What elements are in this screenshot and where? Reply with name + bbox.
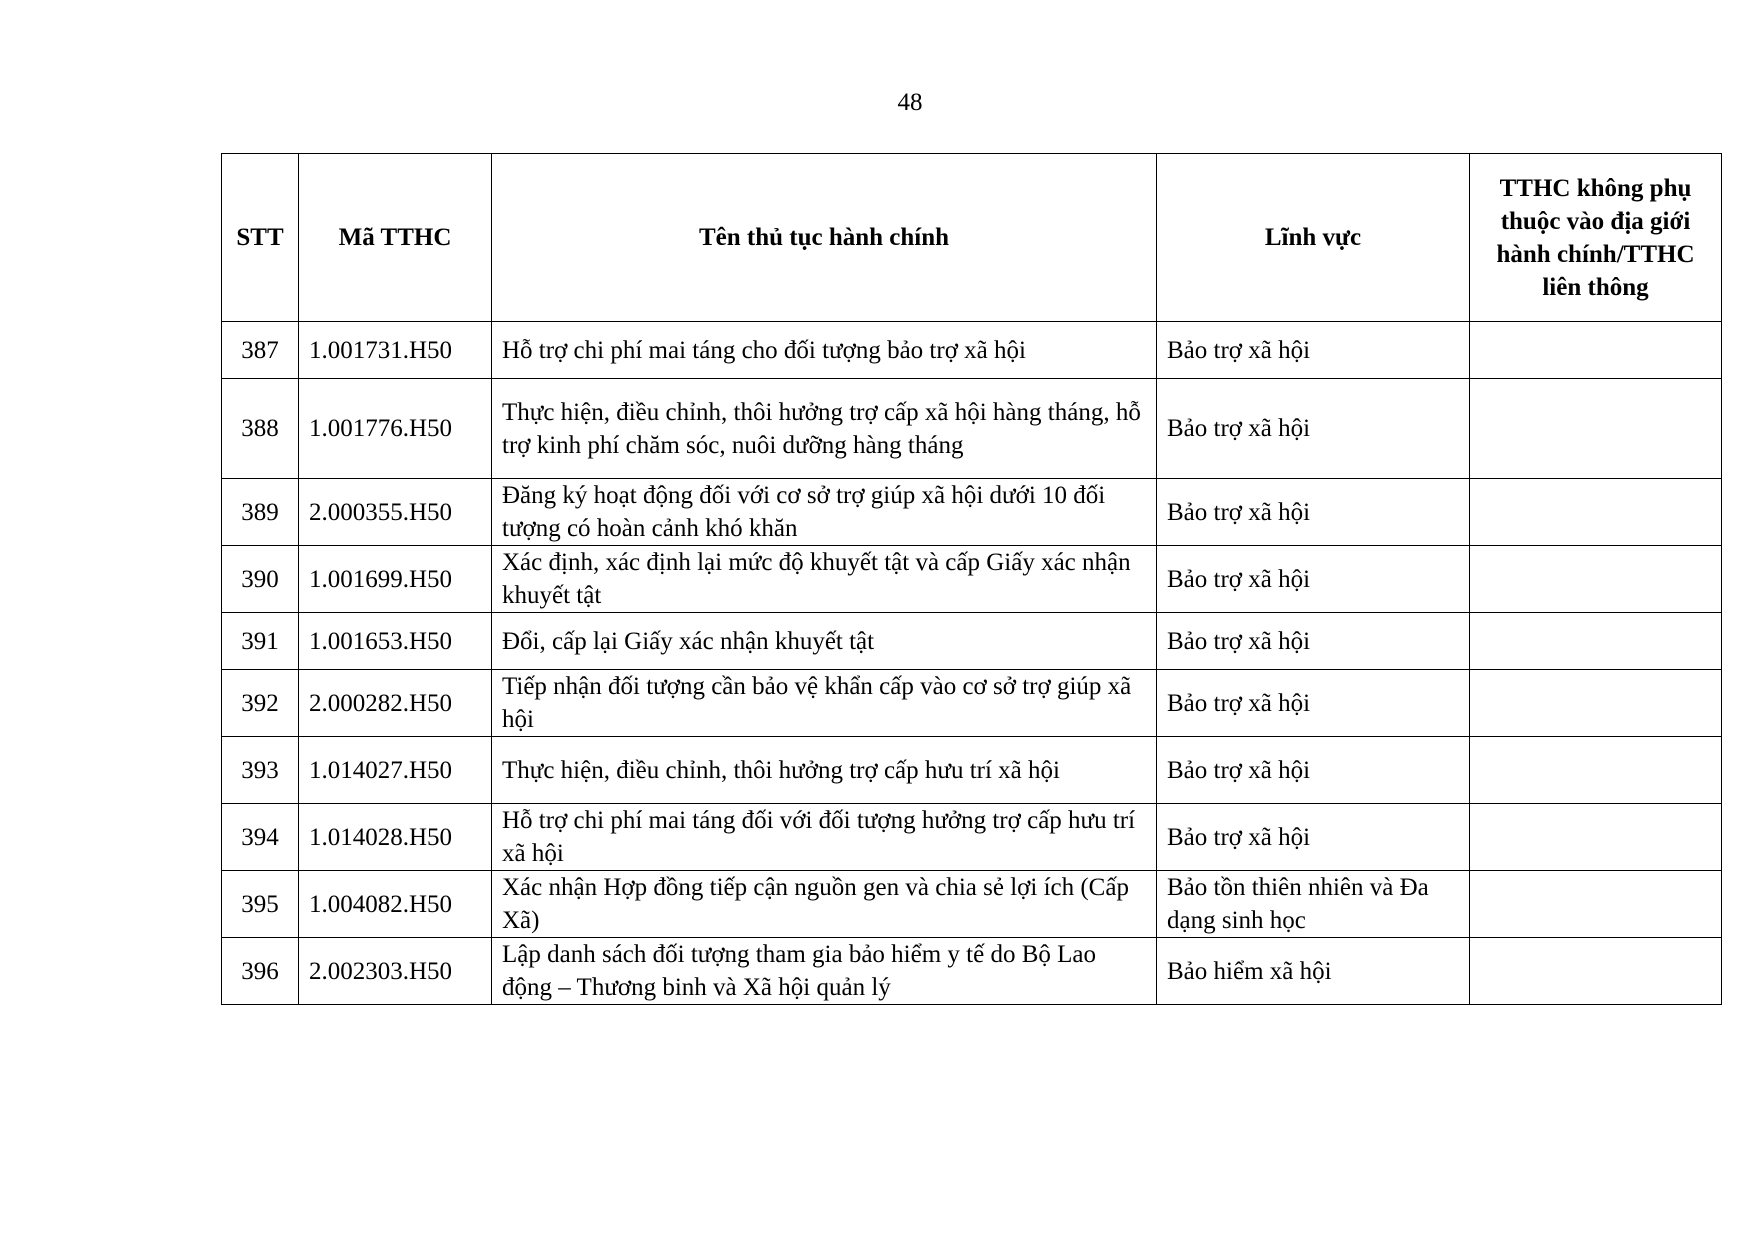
cell-stt: 387 bbox=[222, 322, 299, 379]
cell-code: 1.014027.H50 bbox=[299, 737, 492, 804]
table-row bbox=[222, 479, 1722, 546]
cell-field: Bảo hiểm xã hội bbox=[1157, 938, 1470, 1005]
cell-stt: 390 bbox=[222, 546, 299, 613]
cell-field: Bảo trợ xã hội bbox=[1157, 546, 1470, 613]
cell-field: Bảo trợ xã hội bbox=[1157, 804, 1470, 871]
table-row bbox=[222, 546, 1722, 613]
table-row bbox=[222, 804, 1722, 871]
cell-name: Hỗ trợ chi phí mai táng đối với đối tượng hưởng trợ cấp hưu trí xã hội bbox=[492, 804, 1157, 871]
table-row bbox=[222, 938, 1722, 1005]
cell-code: 1.001731.H50 bbox=[299, 322, 492, 379]
cell-code: 1.014028.H50 bbox=[299, 804, 492, 871]
cell-field: Bảo trợ xã hội bbox=[1157, 322, 1470, 379]
table-row bbox=[222, 379, 1722, 479]
cell-code: 2.000282.H50 bbox=[299, 670, 492, 737]
cell-field: Bảo trợ xã hội bbox=[1157, 670, 1470, 737]
table-header-row bbox=[222, 154, 1722, 322]
cell-code: 1.004082.H50 bbox=[299, 871, 492, 938]
table-row bbox=[222, 613, 1722, 670]
cell-stt: 394 bbox=[222, 804, 299, 871]
table-row bbox=[222, 737, 1722, 804]
cell-field: Bảo trợ xã hội bbox=[1157, 737, 1470, 804]
header-stt: STT bbox=[222, 154, 299, 322]
header-note: TTHC không phụ thuộc vào địa giới hành chính/TTHC liên thông bbox=[1470, 154, 1722, 322]
cell-stt: 392 bbox=[222, 670, 299, 737]
page-number: 48 bbox=[897, 89, 923, 116]
cell-name: Thực hiện, điều chỉnh, thôi hưởng trợ cấp hưu trí xã hội bbox=[492, 737, 1157, 804]
cell-note bbox=[1470, 379, 1722, 479]
table-row bbox=[222, 871, 1722, 938]
cell-field: Bảo tồn thiên nhiên và Đa dạng sinh học bbox=[1157, 871, 1470, 938]
cell-code: 2.002303.H50 bbox=[299, 938, 492, 1005]
cell-note bbox=[1470, 613, 1722, 670]
cell-stt: 396 bbox=[222, 938, 299, 1005]
cell-field: Bảo trợ xã hội bbox=[1157, 479, 1470, 546]
cell-note bbox=[1470, 546, 1722, 613]
cell-code: 1.001699.H50 bbox=[299, 546, 492, 613]
cell-code: 1.001653.H50 bbox=[299, 613, 492, 670]
cell-note bbox=[1470, 871, 1722, 938]
cell-note bbox=[1470, 938, 1722, 1005]
header-name: Tên thủ tục hành chính bbox=[492, 154, 1157, 322]
cell-note bbox=[1470, 322, 1722, 379]
cell-note bbox=[1470, 670, 1722, 737]
cell-stt: 391 bbox=[222, 613, 299, 670]
cell-name: Tiếp nhận đối tượng cần bảo vệ khẩn cấp vào cơ sở trợ giúp xã hội bbox=[492, 670, 1157, 737]
procedures-table bbox=[221, 153, 1722, 1005]
cell-name: Đổi, cấp lại Giấy xác nhận khuyết tật bbox=[492, 613, 1157, 670]
cell-code: 1.001776.H50 bbox=[299, 379, 492, 479]
cell-stt: 395 bbox=[222, 871, 299, 938]
cell-name: Đăng ký hoạt động đối với cơ sở trợ giúp xã hội dưới 10 đối tượng có hoàn cảnh khó khăn bbox=[492, 479, 1157, 546]
cell-field: Bảo trợ xã hội bbox=[1157, 613, 1470, 670]
cell-stt: 393 bbox=[222, 737, 299, 804]
cell-name: Hỗ trợ chi phí mai táng cho đối tượng bảo trợ xã hội bbox=[492, 322, 1157, 379]
cell-code: 2.000355.H50 bbox=[299, 479, 492, 546]
cell-note bbox=[1470, 804, 1722, 871]
cell-name: Lập danh sách đối tượng tham gia bảo hiểm y tế do Bộ Lao động – Thương binh và Xã hội quản lý bbox=[492, 938, 1157, 1005]
header-field: Lĩnh vực bbox=[1157, 154, 1470, 322]
header-code: Mã TTHC bbox=[299, 154, 492, 322]
table-row bbox=[222, 322, 1722, 379]
cell-stt: 388 bbox=[222, 379, 299, 479]
cell-note bbox=[1470, 737, 1722, 804]
cell-note bbox=[1470, 479, 1722, 546]
cell-stt: 389 bbox=[222, 479, 299, 546]
cell-name: Xác nhận Hợp đồng tiếp cận nguồn gen và chia sẻ lợi ích (Cấp Xã) bbox=[492, 871, 1157, 938]
table-row bbox=[222, 670, 1722, 737]
cell-name: Xác định, xác định lại mức độ khuyết tật và cấp Giấy xác nhận khuyết tật bbox=[492, 546, 1157, 613]
cell-field: Bảo trợ xã hội bbox=[1157, 379, 1470, 479]
cell-name: Thực hiện, điều chỉnh, thôi hưởng trợ cấp xã hội hàng tháng, hỗ trợ kinh phí chăm sóc, nuôi dưỡng hàng tháng bbox=[492, 379, 1157, 479]
